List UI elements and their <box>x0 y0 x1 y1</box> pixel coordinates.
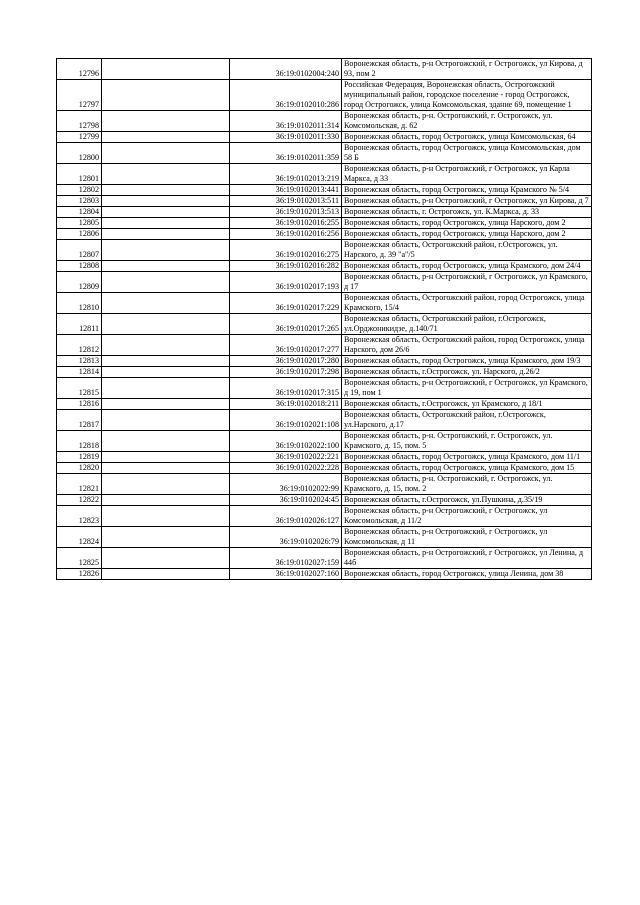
row-number-cell: 12810 <box>57 293 102 314</box>
empty-cell <box>102 410 230 431</box>
address-cell: Воронежская область, р-н Острогожский, г Острогожск, ул Крамского, д 19, пом 1 <box>342 378 592 399</box>
cadastral-number-cell: 36:19:0102011:314 <box>230 111 342 132</box>
table-row <box>57 495 592 506</box>
address-cell: Воронежская область, город Острогожск, улица Комсомольская, 64 <box>342 132 592 143</box>
cadastral-number-cell: 36:19:0102018:211 <box>230 399 342 410</box>
cadastral-number-cell: 36:19:0102017:280 <box>230 356 342 367</box>
empty-cell <box>102 111 230 132</box>
table-row <box>57 506 592 527</box>
address-cell: Воронежская область, р-н Острогожский, г Острогожск, ул Кирова, д 93, пом 2 <box>342 59 592 80</box>
table-row <box>57 196 592 207</box>
cadastral-number-cell: 36:19:0102022:221 <box>230 452 342 463</box>
cadastral-number-cell: 36:19:0102010:286 <box>230 80 342 111</box>
cadastral-number-cell: 36:19:0102026:79 <box>230 527 342 548</box>
empty-cell <box>102 59 230 80</box>
cadastral-number-cell: 36:19:0102017:229 <box>230 293 342 314</box>
row-number-cell: 12803 <box>57 196 102 207</box>
cadastral-number-cell: 36:19:0102016:282 <box>230 261 342 272</box>
table-row <box>57 132 592 143</box>
address-cell: Воронежская область, р-н Острогожский, г Острогожск, ул Ленина, д 44б <box>342 548 592 569</box>
row-number-cell: 12805 <box>57 218 102 229</box>
cadastral-number-cell: 36:19:0102013:441 <box>230 185 342 196</box>
empty-cell <box>102 314 230 335</box>
cadastral-number-cell: 36:19:0102017:315 <box>230 378 342 399</box>
address-cell: Воронежская область, Острогожский район, город Острогожск, улица Нарского, дом 26/6 <box>342 335 592 356</box>
row-number-cell: 12815 <box>57 378 102 399</box>
cadastral-number-cell: 36:19:0102021:108 <box>230 410 342 431</box>
table-row <box>57 240 592 261</box>
row-number-cell: 12811 <box>57 314 102 335</box>
row-number-cell: 12809 <box>57 272 102 293</box>
address-cell: Воронежская область, город Острогожск, улица Комсомольская, дом 58 Б <box>342 143 592 164</box>
table-row <box>57 272 592 293</box>
row-number-cell: 12797 <box>57 80 102 111</box>
row-number-cell: 12819 <box>57 452 102 463</box>
address-cell: Воронежская область, город Острогожск, улица Ленина, дом 38 <box>342 569 592 580</box>
table-row <box>57 452 592 463</box>
address-cell: Воронежская область, Острогожский район, г.Острогожск, ул. Нарского, д. 39 "а"/5 <box>342 240 592 261</box>
empty-cell <box>102 207 230 218</box>
address-cell: Воронежская область, р-н Острогожский, г Острогожск, ул Комсомольская, д 11 <box>342 527 592 548</box>
cadastral-number-cell: 36:19:0102026:127 <box>230 506 342 527</box>
table-row <box>57 261 592 272</box>
registry-table-body <box>57 59 592 580</box>
address-cell: Российская Федерация, Воронежская область, Острогожский муниципальный район, городское поселение - город Острогожск, город Острогожск, улица Комсомольская, здание 69, помещение 1 <box>342 80 592 111</box>
empty-cell <box>102 196 230 207</box>
table-row <box>57 569 592 580</box>
empty-cell <box>102 185 230 196</box>
table-row <box>57 314 592 335</box>
row-number-cell: 12808 <box>57 261 102 272</box>
empty-cell <box>102 164 230 185</box>
empty-cell <box>102 569 230 580</box>
address-cell: Воронежская область, город Острогожск, улица Крамского, дом 15 <box>342 463 592 474</box>
row-number-cell: 12817 <box>57 410 102 431</box>
cadastral-number-cell: 36:19:0102016:256 <box>230 229 342 240</box>
table-row <box>57 207 592 218</box>
row-number-cell: 12813 <box>57 356 102 367</box>
empty-cell <box>102 229 230 240</box>
row-number-cell: 12800 <box>57 143 102 164</box>
empty-cell <box>102 356 230 367</box>
table-row <box>57 59 592 80</box>
address-cell: Воронежская область, р-н Острогожский, г Острогожск, ул Кирова, д 7 <box>342 196 592 207</box>
table-row <box>57 431 592 452</box>
cadastral-number-cell: 36:19:0102017:193 <box>230 272 342 293</box>
address-cell: Воронежская область, р-н Острогожский, г Острогожск, ул Карла Маркса, д 33 <box>342 164 592 185</box>
empty-cell <box>102 548 230 569</box>
empty-cell <box>102 431 230 452</box>
address-cell: Воронежская область, город Острогожск, улица Нарского, дом 2 <box>342 229 592 240</box>
address-cell: Воронежская область, Острогожский район, г.Острогожск, ул.Орджоникидзе, д.140/71 <box>342 314 592 335</box>
empty-cell <box>102 378 230 399</box>
table-row <box>57 111 592 132</box>
empty-cell <box>102 132 230 143</box>
empty-cell <box>102 452 230 463</box>
empty-cell <box>102 527 230 548</box>
empty-cell <box>102 367 230 378</box>
table-row <box>57 463 592 474</box>
empty-cell <box>102 218 230 229</box>
address-cell: Воронежская область, г. Острогожск, ул. К.Маркса, д. 33 <box>342 207 592 218</box>
table-row <box>57 474 592 495</box>
address-cell: Воронежская область, Острогожский район, город Острогожск, улица Крамского, 15/4 <box>342 293 592 314</box>
cadastral-number-cell: 36:19:0102027:159 <box>230 548 342 569</box>
cadastral-number-cell: 36:19:0102027:160 <box>230 569 342 580</box>
row-number-cell: 12796 <box>57 59 102 80</box>
table-row <box>57 410 592 431</box>
cadastral-number-cell: 36:19:0102017:265 <box>230 314 342 335</box>
empty-cell <box>102 261 230 272</box>
address-cell: Воронежская область, город Острогожск, улица Крамского, дом 24/4 <box>342 261 592 272</box>
row-number-cell: 12806 <box>57 229 102 240</box>
empty-cell <box>102 240 230 261</box>
table-row <box>57 399 592 410</box>
row-number-cell: 12801 <box>57 164 102 185</box>
row-number-cell: 12799 <box>57 132 102 143</box>
table-row <box>57 185 592 196</box>
address-cell: Воронежская область, р-н. Острогожский, г. Острогожск, ул. Крамского, д. 15, пом. 5 <box>342 431 592 452</box>
address-cell: Воронежская область, р-н Острогожский, г Острогожск, ул Крамского, д 17 <box>342 272 592 293</box>
cadastral-number-cell: 36:19:0102022:100 <box>230 431 342 452</box>
empty-cell <box>102 495 230 506</box>
cadastral-number-cell: 36:19:0102013:511 <box>230 196 342 207</box>
row-number-cell: 12820 <box>57 463 102 474</box>
table-row <box>57 548 592 569</box>
row-number-cell: 12812 <box>57 335 102 356</box>
empty-cell <box>102 80 230 111</box>
table-row <box>57 335 592 356</box>
row-number-cell: 12824 <box>57 527 102 548</box>
row-number-cell: 12804 <box>57 207 102 218</box>
cadastral-number-cell: 36:19:0102017:298 <box>230 367 342 378</box>
empty-cell <box>102 463 230 474</box>
table-row <box>57 367 592 378</box>
cadastral-number-cell: 36:19:0102013:513 <box>230 207 342 218</box>
address-cell: Воронежская область, г.Острогожск, ул Крамского, д 18/1 <box>342 399 592 410</box>
address-cell: Воронежская область, город Острогожск, улица Нарского, дом 2 <box>342 218 592 229</box>
row-number-cell: 12798 <box>57 111 102 132</box>
registry-table <box>56 58 592 580</box>
cadastral-number-cell: 36:19:0102022:228 <box>230 463 342 474</box>
table-row <box>57 218 592 229</box>
table-row <box>57 80 592 111</box>
row-number-cell: 12807 <box>57 240 102 261</box>
row-number-cell: 12818 <box>57 431 102 452</box>
cadastral-number-cell: 36:19:0102022:99 <box>230 474 342 495</box>
row-number-cell: 12814 <box>57 367 102 378</box>
address-cell: Воронежская область, город Острогожск, улица Крамского, дом 19/3 <box>342 356 592 367</box>
table-row <box>57 293 592 314</box>
row-number-cell: 12822 <box>57 495 102 506</box>
row-number-cell: 12802 <box>57 185 102 196</box>
cadastral-number-cell: 36:19:0102011:330 <box>230 132 342 143</box>
address-cell: Воронежская область, г.Острогожск, ул. Нарского, д.26/2 <box>342 367 592 378</box>
table-row <box>57 164 592 185</box>
table-row <box>57 378 592 399</box>
row-number-cell: 12825 <box>57 548 102 569</box>
address-cell: Воронежская область, Острогожский район, г.Острогожск, ул.Нарского, д.17 <box>342 410 592 431</box>
cadastral-number-cell: 36:19:0102013:219 <box>230 164 342 185</box>
table-row <box>57 143 592 164</box>
address-cell: Воронежская область, город Острогожск, улица Крамского № 5/4 <box>342 185 592 196</box>
empty-cell <box>102 506 230 527</box>
address-cell: Воронежская область, р-н. Острогожский, г. Острогожск, ул. Комсомольская, д. 62 <box>342 111 592 132</box>
address-cell: Воронежская область, город Острогожск, улица Крамского, дом 11/1 <box>342 452 592 463</box>
empty-cell <box>102 335 230 356</box>
cadastral-number-cell: 36:19:0102016:275 <box>230 240 342 261</box>
empty-cell <box>102 143 230 164</box>
empty-cell <box>102 399 230 410</box>
cadastral-number-cell: 36:19:0102011:359 <box>230 143 342 164</box>
cadastral-number-cell: 36:19:0102017:277 <box>230 335 342 356</box>
table-row <box>57 229 592 240</box>
row-number-cell: 12821 <box>57 474 102 495</box>
empty-cell <box>102 293 230 314</box>
cadastral-number-cell: 36:19:0102024:45 <box>230 495 342 506</box>
row-number-cell: 12826 <box>57 569 102 580</box>
row-number-cell: 12816 <box>57 399 102 410</box>
empty-cell <box>102 272 230 293</box>
cadastral-number-cell: 36:19:0102004:240 <box>230 59 342 80</box>
row-number-cell: 12823 <box>57 506 102 527</box>
table-row <box>57 527 592 548</box>
cadastral-number-cell: 36:19:0102016:255 <box>230 218 342 229</box>
empty-cell <box>102 474 230 495</box>
address-cell: Воронежская область, р-н. Острогожский, г. Острогожск, ул. Крамского, д. 15, пом. 2 <box>342 474 592 495</box>
address-cell: Воронежская область, р-н Острогожский, г Острогожск, ул Комсомольская, д 11/2 <box>342 506 592 527</box>
address-cell: Воронежская область, г.Острогожск, ул.Пушкина, д.35/19 <box>342 495 592 506</box>
table-row <box>57 356 592 367</box>
